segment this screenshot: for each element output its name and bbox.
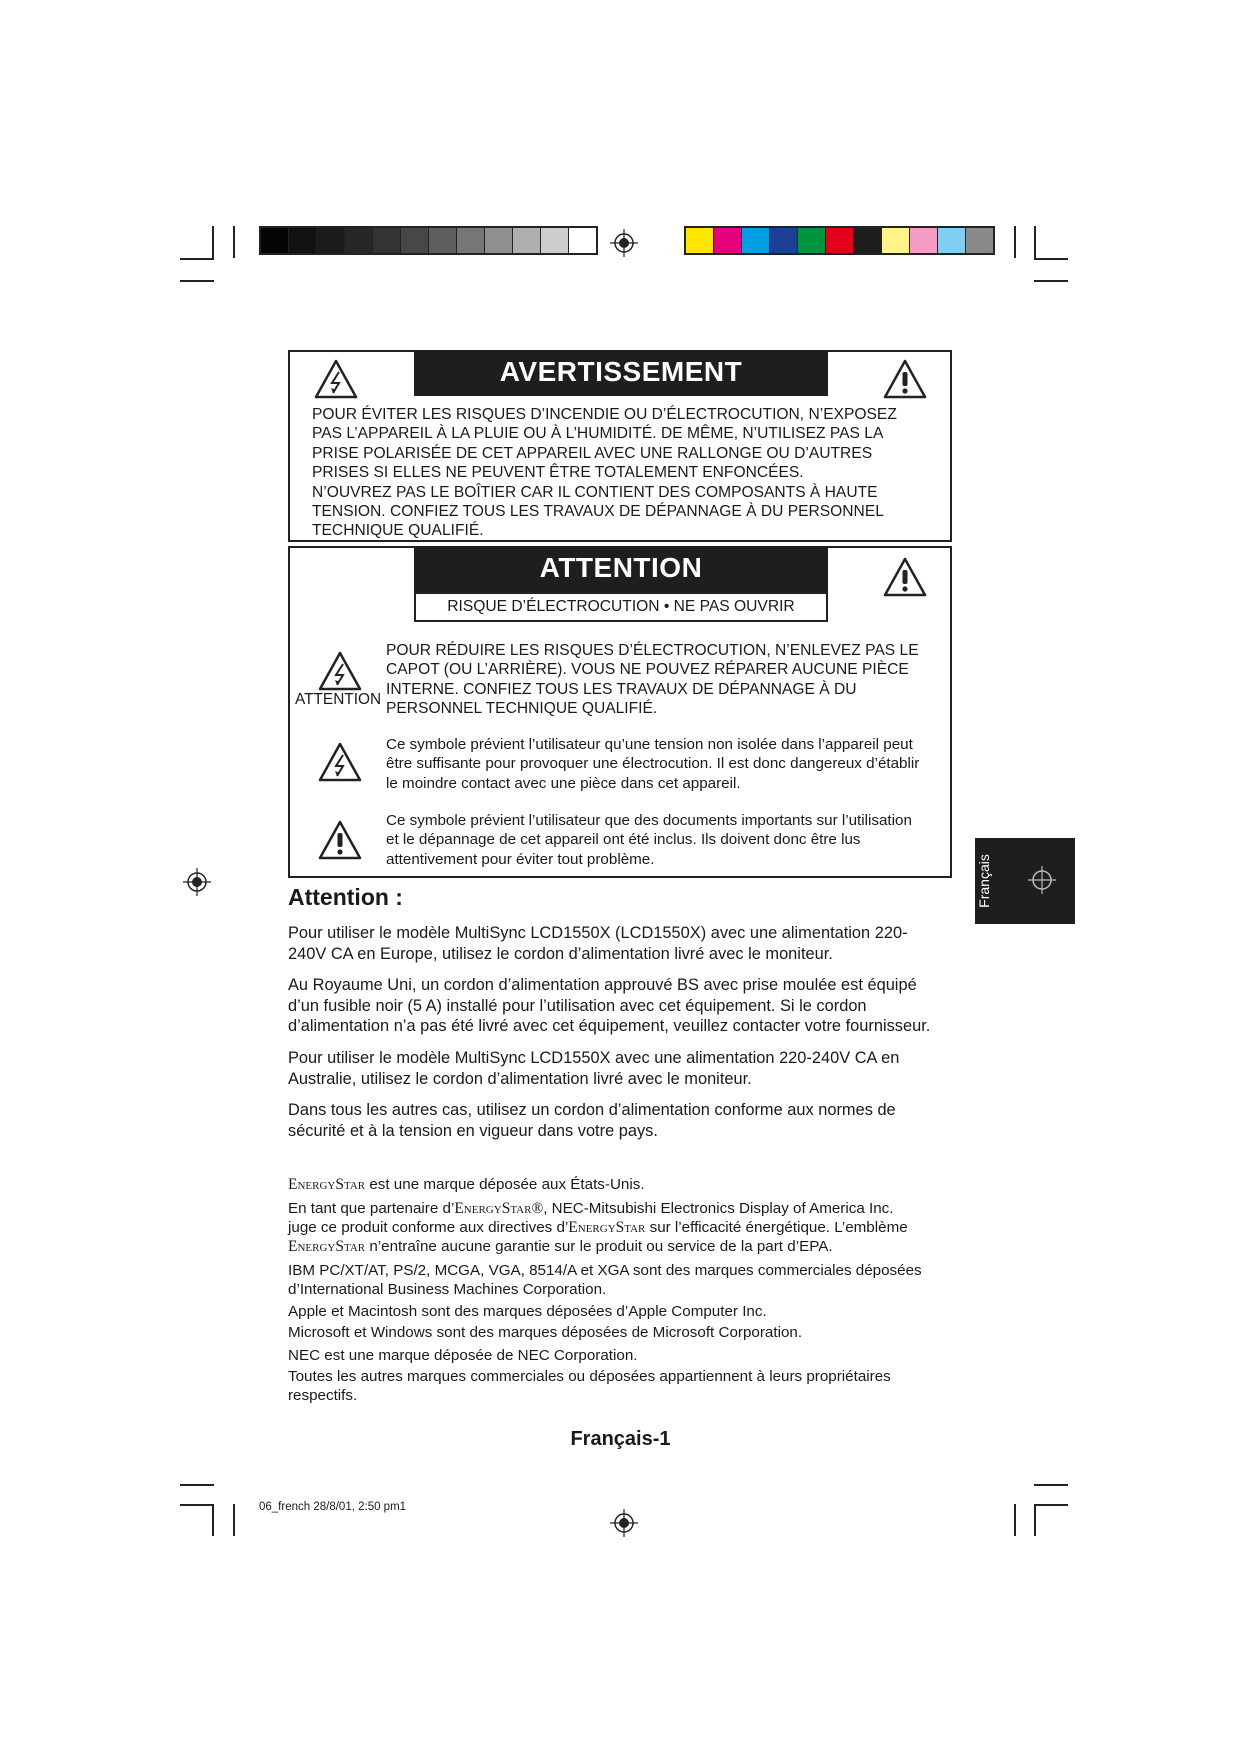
color-swatch (714, 228, 742, 253)
explanation-line: Ce symbole prévient l’utilisateur que des documents importants sur l’utilisation (386, 812, 912, 829)
print-slug: 06_french 28/8/01, 2:50 pm1 (259, 1501, 407, 1513)
warning-line: TECHNIQUE QUALIFIÉ. (312, 522, 484, 540)
trademark-line: respectifs. (288, 1386, 358, 1404)
trademark-microsoft: Microsoft et Windows sont des marques déposées de Microsoft Corporation. (288, 1324, 803, 1341)
trademark-line: d’International Business Machines Corporation. (288, 1280, 607, 1298)
color-swatch (966, 228, 993, 253)
warning-box (288, 350, 952, 542)
color-swatch (485, 228, 513, 253)
warning-line: TENSION. CONFIEZ TOUS LES TRAVAUX DE DÉPANNAGE À DU PERSONNEL (312, 503, 884, 521)
exclamation-symbol-explanation (386, 811, 948, 869)
exclamation-warning-icon (882, 358, 928, 400)
color-swatch (317, 228, 345, 253)
caution-title: ATTENTION (414, 546, 828, 592)
registration-mark-icon (183, 868, 211, 896)
caution-line: INTERNE. CONFIEZ TOUS LES TRAVAUX DE DÉPANNAGE À DU (386, 680, 857, 698)
caution-icon-label: ATTENTION (295, 691, 382, 708)
trademark-line: IBM PC/XT/AT, PS/2, MCGA, VGA, 8514/A et XGA sont des marques commerciales déposées (288, 1262, 922, 1279)
warning-text (312, 405, 942, 541)
lightning-symbol-explanation (386, 735, 948, 793)
attention-paragraph (288, 1048, 958, 1089)
paragraph-line: Au Royaume Uni, un cordon d’alimentation approuvé BS avec prise moulée est équipé (288, 976, 917, 994)
color-swatch (686, 228, 714, 253)
warning-title: AVERTISSEMENT (414, 350, 828, 396)
registration-mark-icon (1028, 866, 1056, 894)
color-swatch (457, 228, 485, 253)
explanation-line: Ce symbole prévient l’utilisateur qu’une tension non isolée dans l’appareil peut (386, 736, 913, 753)
explanation-line: et le dépannage de cet appareil ont été inclus. Ils doivent donc être lus (386, 831, 861, 849)
lightning-warning-icon (317, 650, 363, 692)
trademark-text: sur l’efficacité énergétique. L’emblème (645, 1218, 908, 1236)
trademark-nec: NEC est une marque déposée de NEC Corporation. (288, 1347, 638, 1364)
trademark-apple: Apple et Macintosh sont des marques déposées d’Apple Computer Inc. (288, 1303, 767, 1320)
color-swatch (742, 228, 770, 253)
page-number: Français-1 (570, 1428, 671, 1450)
caution-line: POUR RÉDUIRE LES RISQUES D’ÉLECTROCUTION, N’ENLEVEZ PAS LE (386, 642, 919, 659)
caution-line: PERSONNEL TECHNIQUE QUALIFIÉ. (386, 700, 658, 718)
gray-swatch-strip (259, 226, 598, 255)
trademark-energystar (288, 1176, 958, 1195)
caution-box (288, 546, 952, 878)
warning-line: PAS L’APPAREIL À LA PLUIE OU À L’HUMIDITÉ. DE MÊME, N’UTILISEZ PAS LA (312, 425, 884, 443)
color-swatch (910, 228, 938, 253)
warning-line: N’OUVREZ PAS LE BOÎTIER CAR IL CONTIENT DES COMPOSANTS À HAUTE (312, 483, 878, 501)
warning-line: PRISES SI ELLES NE PEUVENT ÊTRE TOTALEMENT ENFONCÉES. (312, 464, 804, 482)
attention-paragraph (288, 1100, 958, 1141)
paragraph-line: d’alimentation n’a pas été livré avec cet équipement, veuillez contacter votre fournisseur. (288, 1017, 931, 1035)
color-swatch (826, 228, 854, 253)
lightning-warning-icon (313, 358, 359, 400)
paragraph-line: Dans tous les autres cas, utilisez un cordon d’alimentation conforme aux normes de (288, 1101, 896, 1119)
attention-paragraph (288, 975, 958, 1037)
color-swatch (513, 228, 541, 253)
color-swatch (401, 228, 429, 253)
color-swatch (289, 228, 317, 253)
energystar-mark: EnergyStar (288, 1237, 366, 1255)
paragraph-line: sécurité et à la tension en vigueur dans votre pays. (288, 1121, 658, 1140)
trademark-line: Toutes les autres marques commerciales ou déposées appartiennent à leurs propriétaires (288, 1368, 891, 1385)
trademark-text: , NEC-Mitsubishi Electronics Display of America Inc. (543, 1200, 894, 1217)
color-swatch (882, 228, 910, 253)
color-swatch (569, 228, 596, 253)
color-swatch (429, 228, 457, 253)
color-swatch (770, 228, 798, 253)
paragraph-line: Australie, utilisez le cordon d’alimentation livré avec le moniteur. (288, 1069, 752, 1088)
color-swatch (854, 228, 882, 253)
color-swatch (541, 228, 569, 253)
paragraph-line: 240V CA en Europe, utilisez le cordon d’alimentation livré avec le moniteur. (288, 944, 833, 963)
caution-main-text (386, 641, 946, 719)
color-swatch (345, 228, 373, 253)
paragraph-line: Pour utiliser le modèle MultiSync LCD1550X avec une alimentation 220-240V CA en (288, 1049, 900, 1067)
trademark-text: n’entraîne aucune garantie sur le produit ou service de la part d’EPA. (365, 1237, 833, 1255)
warning-line: POUR ÉVITER LES RISQUES D’INCENDIE OU D’ÉLECTROCUTION, N’EXPOSEZ (312, 406, 897, 423)
registration-mark-icon (610, 1509, 638, 1537)
color-swatch (938, 228, 966, 253)
caution-subtitle: RISQUE D’ÉLECTROCUTION • NE PAS OUVRIR (414, 592, 828, 622)
trademark-text: est une marque déposée aux États-Unis. (365, 1176, 645, 1193)
explanation-line: attentivement pour éviter tout problème. (386, 850, 655, 868)
color-swatch (798, 228, 826, 253)
paragraph-line: Pour utiliser le modèle MultiSync LCD1550X (LCD1550X) avec une alimentation 220- (288, 924, 908, 942)
exclamation-warning-icon (882, 556, 928, 598)
energystar-mark: EnergyStar (288, 1176, 366, 1193)
trademark-ibm (288, 1262, 968, 1300)
exclamation-warning-icon (317, 819, 363, 861)
energystar-mark: EnergyStar® (454, 1200, 544, 1217)
attention-paragraph (288, 923, 958, 964)
trademark-partner (288, 1200, 958, 1256)
caution-line: CAPOT (OU L’ARRIÈRE). VOUS NE POUVEZ RÉPARER AUCUNE PIÈCE (386, 661, 909, 679)
trademark-text: En tant que partenaire d’ (288, 1200, 455, 1217)
lightning-warning-icon (317, 741, 363, 783)
trademark-others (288, 1368, 968, 1406)
attention-heading: Attention : (288, 884, 403, 910)
color-swatch (373, 228, 401, 253)
warning-line: PRISE POLARISÉE DE CET APPAREIL AVEC UNE RALLONGE OU D’AUTRES (312, 444, 873, 462)
explanation-line: être suffisante pour provoquer une électrocution. Il est donc dangereux d’établir (386, 755, 920, 773)
energystar-mark: EnergyStar (568, 1218, 646, 1236)
color-swatch-strip (684, 226, 995, 255)
color-swatch (261, 228, 289, 253)
language-tab-label: Français (976, 854, 992, 908)
paragraph-line: d’un fusible noir (5 A) installé pour l’utilisation avec cet équipement. Si le cordon (288, 996, 867, 1015)
registration-mark-icon (610, 229, 638, 257)
trademark-text: juge ce produit conforme aux directives d’ (288, 1218, 569, 1236)
explanation-line: le moindre contact avec une pièce dans cet appareil. (386, 774, 741, 792)
